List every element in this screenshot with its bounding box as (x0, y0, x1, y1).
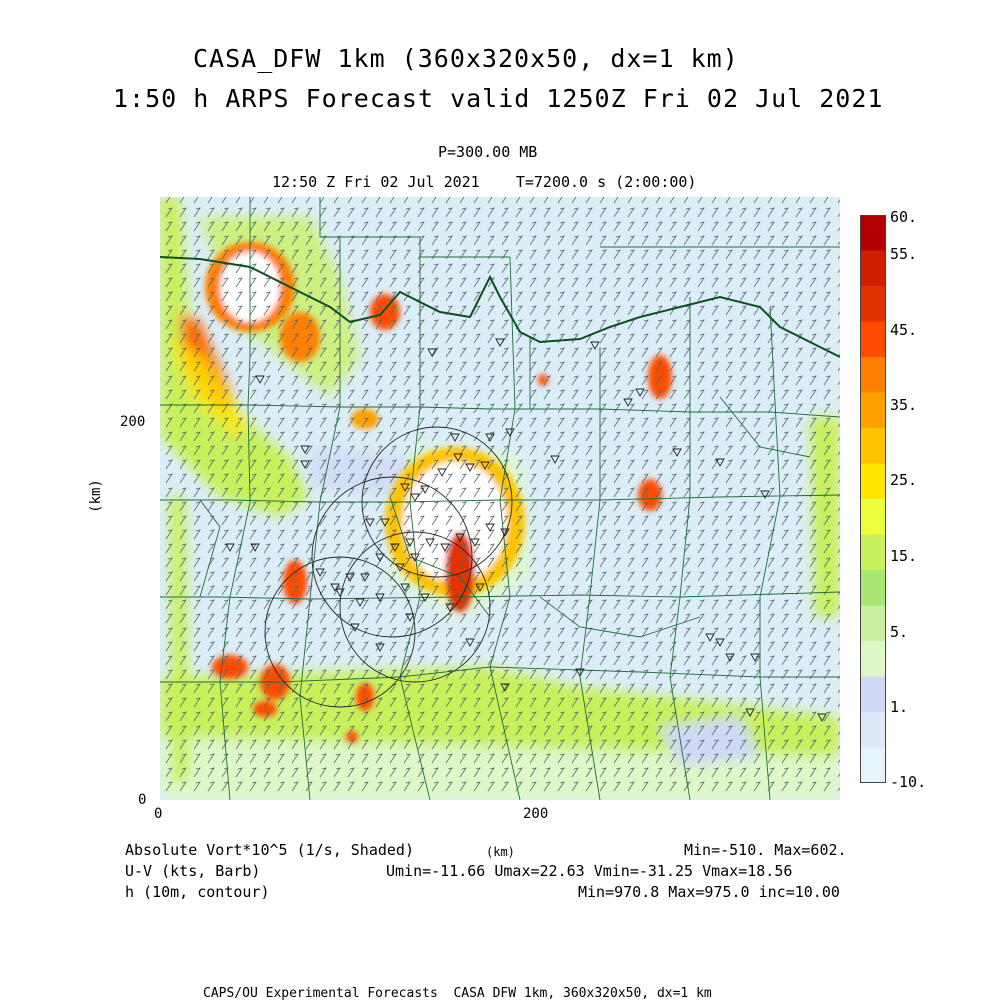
valid-time: 12:50 Z Fri 02 Jul 2021 T=7200.0 s (2:00:00) (272, 173, 697, 191)
field3-stats: Min=970.8 Max=975.0 inc=10.00 (578, 883, 840, 901)
field2-stats: Umin=-11.66 Umax=22.63 Vmin=-31.25 Vmax=18.56 (386, 862, 793, 880)
legend-swatch (860, 712, 886, 748)
legend-swatch (860, 428, 886, 464)
vorticity-map (160, 197, 840, 800)
field1-stats: Min=-510. Max=602. (684, 841, 847, 859)
legend-swatch (860, 570, 886, 606)
storm-cell (212, 655, 248, 679)
legend-label: 25. (890, 471, 918, 489)
legend-swatch (860, 286, 886, 322)
title-line1: CASA_DFW 1km (360x320x50, dx=1 km) (193, 44, 739, 73)
y-tick-0: 0 (138, 792, 147, 808)
legend-swatch (860, 641, 886, 677)
legend-swatch (860, 606, 886, 642)
y-tick-200: 200 (120, 414, 146, 430)
legend-swatch (860, 464, 886, 500)
title-line2: 1:50 h ARPS Forecast valid 1250Z Fri 02 Jul 2021 (113, 84, 884, 113)
legend-swatch (860, 357, 886, 393)
legend-label: -10. (890, 773, 927, 791)
field1-label: Absolute Vort*10^5 (1/s, Shaded) (125, 841, 414, 859)
legend-label: 45. (890, 321, 918, 339)
legend-swatch (860, 251, 886, 287)
storm-cell (356, 683, 374, 711)
legend-label: 1. (890, 698, 909, 716)
storm-cell (370, 294, 400, 330)
storm-cell (346, 731, 358, 743)
pressure-level: P=300.00 MB (438, 143, 538, 161)
color-legend (860, 215, 886, 783)
legend-label: 5. (890, 623, 909, 641)
legend-swatch (860, 393, 886, 429)
map-canvas (160, 197, 840, 800)
storm-cell (538, 374, 548, 386)
legend-swatch (860, 677, 886, 713)
legend-swatch (860, 322, 886, 358)
legend-label: 35. (890, 396, 918, 414)
field2-label: U-V (kts, Barb) (125, 862, 261, 880)
y-axis-label: (km) (87, 479, 104, 513)
x-tick-200: 200 (523, 806, 549, 822)
storm-cell (253, 701, 277, 717)
storm-cell (638, 479, 662, 511)
legend-swatch (860, 535, 886, 571)
legend-label: 60. (890, 208, 918, 226)
legend-label: 15. (890, 547, 918, 565)
legend-swatch (860, 215, 886, 251)
x-axis-label: (km) (486, 845, 515, 859)
legend-label: 55. (890, 245, 918, 263)
storm-cell (280, 312, 320, 362)
legend-swatch (860, 748, 886, 784)
credit-line: CAPS/OU Experimental Forecasts CASA DFW 1km, 360x320x50, dx=1 km (203, 986, 712, 1001)
legend-swatch (860, 499, 886, 535)
x-tick-0: 0 (154, 806, 163, 822)
shade-east-strip (810, 417, 840, 617)
field3-label: h (10m, contour) (125, 883, 270, 901)
